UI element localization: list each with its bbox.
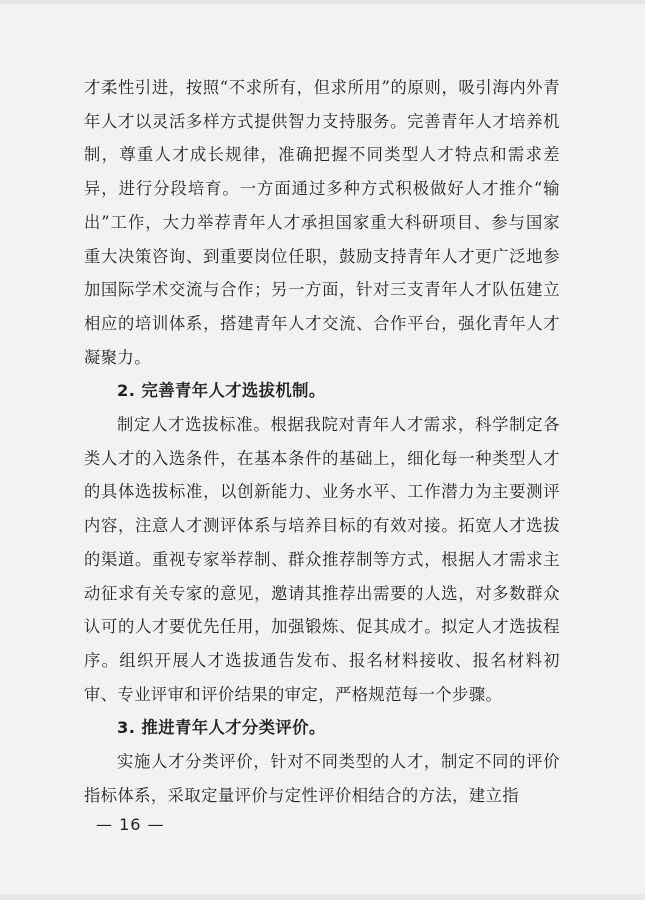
page-bottom-edge [0,894,645,900]
paragraph-continuation: 才柔性引进，按照“不求所有，但求所用”的原则，吸引海内外青年人才以灵活多样方式提供智力支持服务。完善青年人才培养机制，尊重人才成长规律，准确把握不同类型人才特点和需求差异，进行分段培育。一方面通过多种方式积极做好人才推介“输出”工作，大力举荐青年人才承担国家重大科研项目、参与国家重大决策咨询、到重要岗位任职，鼓励支持青年人才更广泛地参加国际学术交流与合作；另一方面，针对三支青年人才队伍建立相应的培训体系，搭建青年人才交流、合作平台，强化青年人才凝聚力。 [84,78,560,367]
section-heading-3: 3. 推进青年人才分类评价。 [117,718,326,738]
page-top-edge [0,0,645,4]
page-number: — 16 — [96,815,165,834]
document-body [84,71,560,812]
section-heading-2: 2. 完善青年人才选拔机制。 [117,381,326,401]
paragraph-classified-evaluation: 实施人才分类评价，针对不同类型的人才，制定不同的评价指标体系，采取定量评价与定性评价相结合的方法，建立指 [84,752,560,805]
paragraph-selection-mechanism: 制定人才选拔标准。根据我院对青年人才需求，科学制定各类人才的入选条件，在基本条件的基础上，细化每一种类型人才的具体选拔标准，以创新能力、业务水平、工作潜力为主要测评内容，注意人才测评体系与培养目标的有效对接。拓宽人才选拔的渠道。重视专家举荐制、群众推荐制等方式，根据人才需求主动征求有关专家的意见，邀请其推荐出需要的人选，对多数群众认可的人才要优先任用，加强锻炼、促其成才。拟定人才选拔程序。组织开展人才选拔通告发布、报名材料接收、报名材料初审、专业评审和评价结果的审定，严格规范每一个步骤。 [84,415,560,704]
